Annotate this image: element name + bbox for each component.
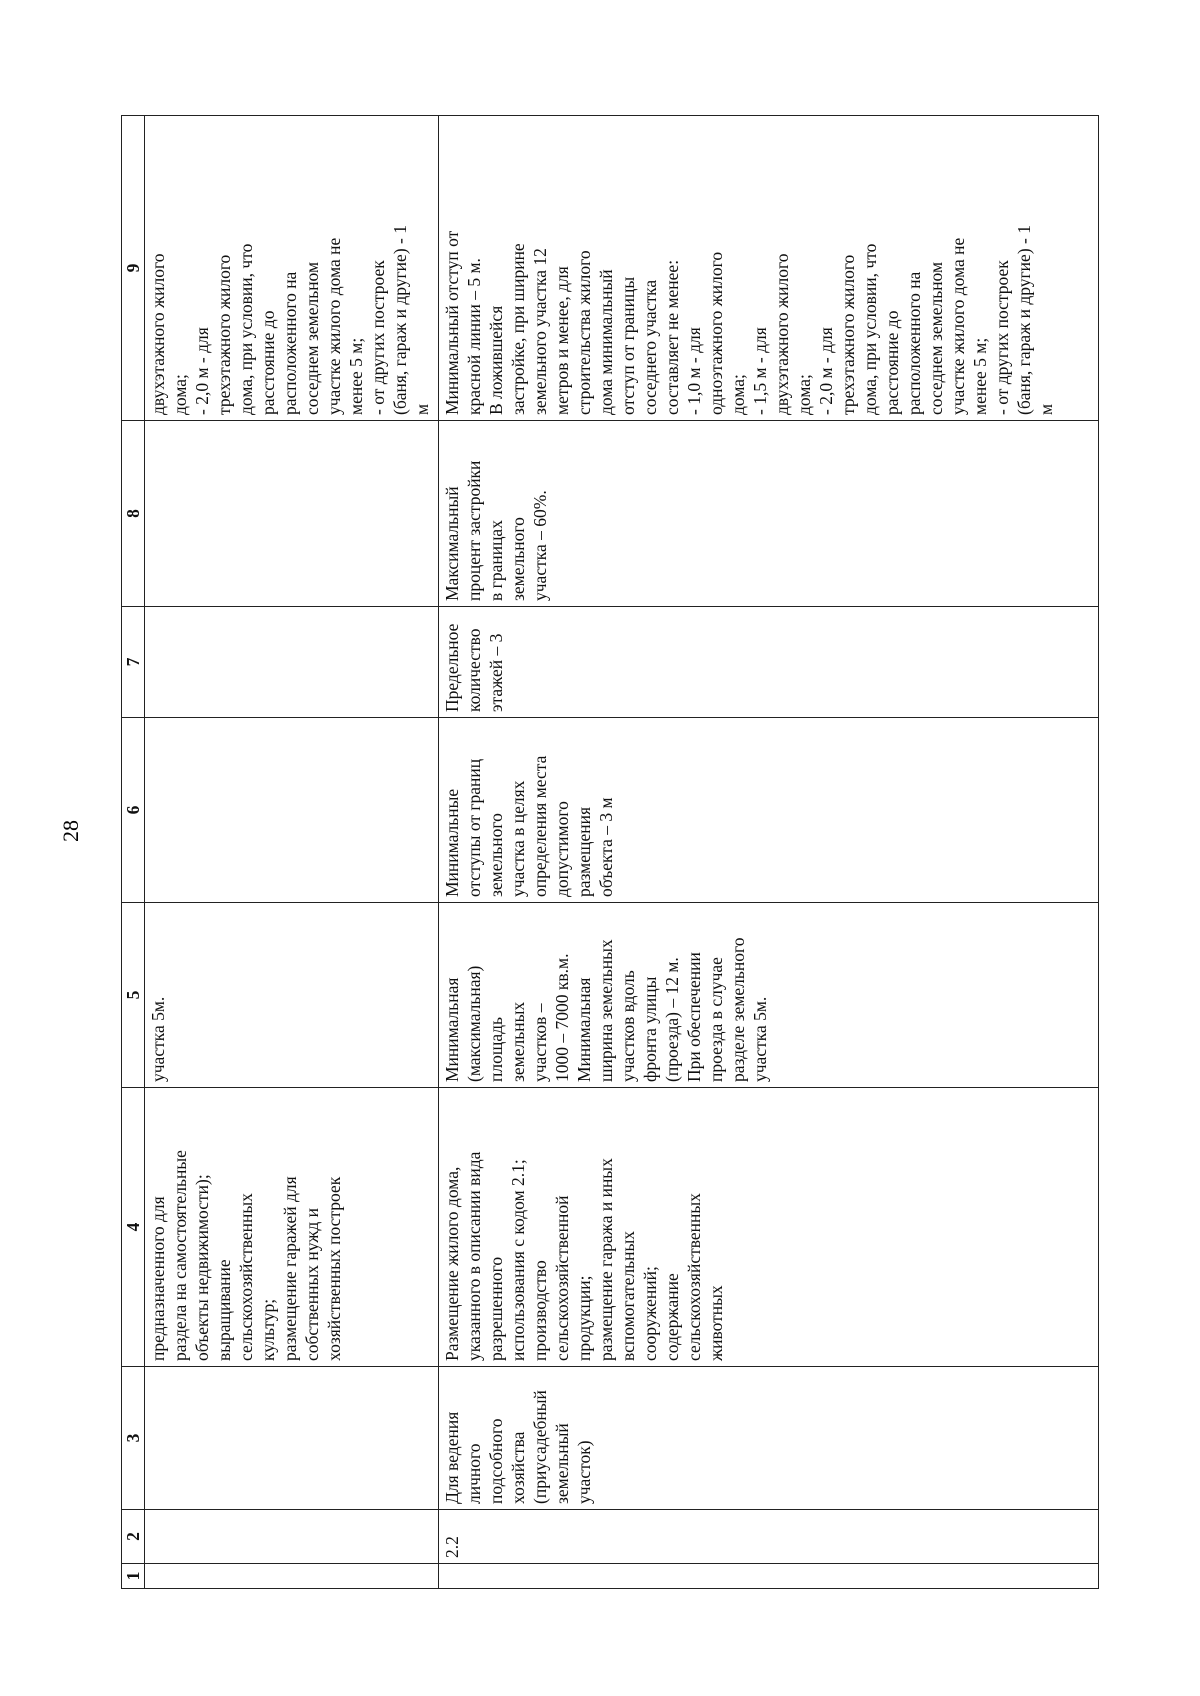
table-cell [145,607,439,718]
header-cell-2: 2 [122,1510,145,1564]
header-cell-7: 7 [122,607,145,718]
table-cell: Минимальные отступы от границ земельного участка в целях определения места допустимого размещения объекта – 3 м [439,718,1099,903]
table-cell: предназначенного для раздела на самостоятельные объекты недвижимости); выращивание сельскохозяйственных культур; размещение гаражей для собственных нужд и хозяйственных построек [145,1088,439,1367]
header-cell-1: 1 [122,1564,145,1589]
header-cell-9: 9 [122,116,145,421]
table-cell [145,421,439,607]
header-cell-4: 4 [122,1088,145,1367]
table-cell: Минимальный отступ от красной линии – 5 м. В ложившейся застройке, при ширине земельного участка 12 метров и менее, для строительства жилого дома минимальный отступ от границы соседнего участка составляет не менее: - 1,0 м - для одноэтажного жилого дома; - 1,5 м - для двухэтажного жилого дома; - 2,0 м - для трехэтажного жилого дома, при условии, что расстояние до расположенного на соседнем земельном участке жилого дома не менее 5 м; - от других построек (баня, гараж и другие) - 1 м [439,116,1099,421]
table-cell: Размещение жилого дома, указанного в описании вида разрешенного использования с кодом 2.1; производство сельскохозяйственной продукции; размещение гаража и иных вспомогательных сооружений; содержание сельскохозяйственных животных [439,1088,1099,1367]
table-cell: участка 5м. [145,903,439,1088]
table-cell: Предельное количество этажей – 3 [439,607,1099,718]
table-cell [145,1564,439,1589]
header-cell-3: 3 [122,1367,145,1510]
table-cell: Максимальный процент застройки в границах земельного участка – 60%. [439,421,1099,607]
table-row [439,116,1099,1589]
zoning-table [121,115,1099,1589]
header-row [122,116,145,1589]
header-cell-8: 8 [122,421,145,607]
table-cell: 2.2 [439,1510,1099,1564]
header-cell-6: 6 [122,718,145,903]
table-cell: Минимальная (максимальная) площадь земельных участков – 1000 – 7000 кв.м. Минимальная ширина земельных участков вдоль фронта улицы (проезда) – 12 м. При обеспечении проезда в случае разделе земельного участка 5м. [439,903,1099,1088]
page-number: 28 [58,820,83,842]
table-cell [145,1367,439,1510]
table-cell [145,718,439,903]
table-cell [439,1564,1099,1589]
table-cell: двухэтажного жилого дома; - 2,0 м - для трехэтажного жилого дома, при условии, что расстояние до расположенного на соседнем земельном участке жилого дома не менее 5 м; - от других построек (баня, гараж и другие) - 1 м [145,116,439,421]
table-row [145,116,439,1589]
table-cell: Для ведения личного подсобного хозяйства (приусадебный земельный участок) [439,1367,1099,1510]
rotated-table-container [121,116,1091,1589]
table-cell [145,1510,439,1564]
header-cell-5: 5 [122,903,145,1088]
